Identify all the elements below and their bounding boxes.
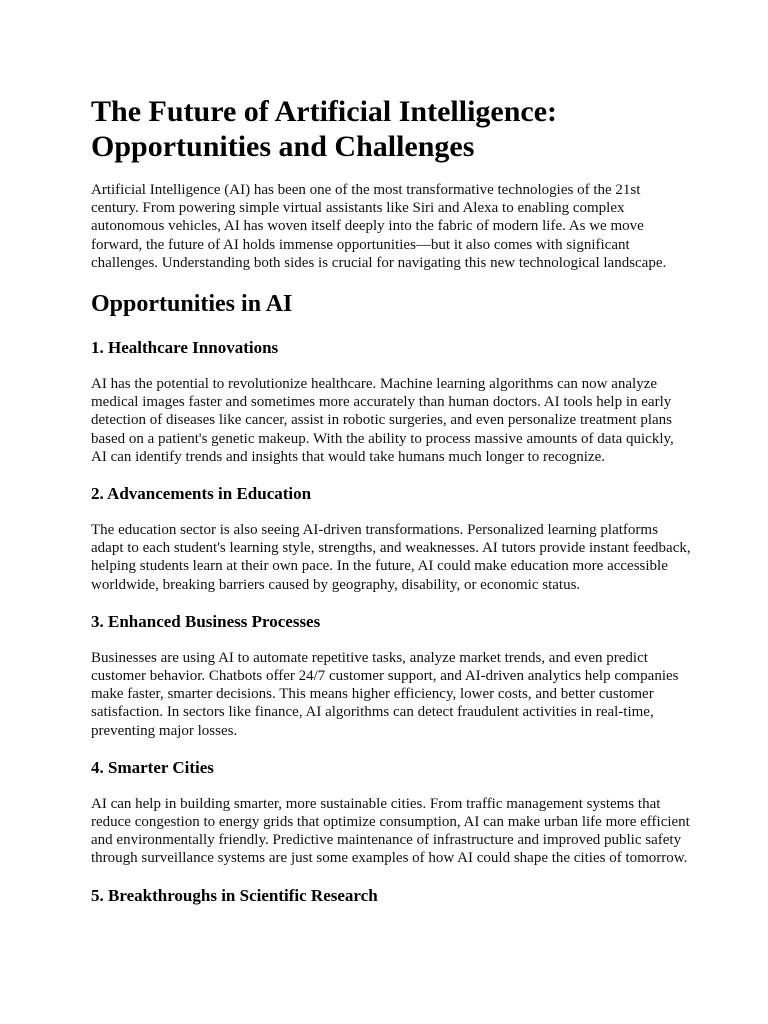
subsection-heading-cities: 4. Smarter Cities xyxy=(91,757,214,777)
subsection-body-education: The education sector is also seeing AI-driven transformations. Personalized learning platforms adapt to each student's learning style, strengths, and weaknesses. AI tutors provide instant feedback, helping students learn at their own pace. In the future, AI could make education more accessible worldwide, breaking barriers caused by geography, disability, or economic status. xyxy=(91,522,691,593)
subsection-heading-education: 2. Advancements in Education xyxy=(91,484,312,504)
subsection-body-cities: AI can help in building smarter, more sustainable cities. From traffic management systems that reduce congestion to energy grids that optimize consumption, AI can make urban life more efficient and environmentally friendly. Predictive maintenance of infrastructure and improved public safety through surveillance systems are just some examples of how AI could shape the cities of tomorrow. xyxy=(91,795,690,867)
subsection-body-healthcare: AI has the potential to revolutionize healthcare. Machine learning algorithms can now analyze medical images faster and sometimes more accurately than human doctors. AI tools help in early detection of diseases like cancer, assist in robotic surgeries, and even personalize treatment plans based on a patient's genetic makeup. With the ability to process massive amounts of data quickly, AI can identify trends and insights that would take humans much longer to recognize. xyxy=(91,376,674,465)
subsection-heading-research: 5. Breakthroughs in Scientific Research xyxy=(91,885,378,905)
document-title: The Future of Artificial Intelligence: Opportunities and Challenges xyxy=(91,95,558,163)
subsection-heading-healthcare: 1. Healthcare Innovations xyxy=(91,338,279,358)
subsection-body-business: Businesses are using AI to automate repetitive tasks, analyze market trends, and even predict customer behavior. Chatbots offer 24/7 customer support, and AI-driven analytics help companies make faster, smarter decisions. This means higher efficiency, lower costs, and better customer satisfaction. In sectors like finance, AI algorithms can detect fraudulent activities in real-time, preventing major losses. xyxy=(91,649,679,739)
document-page xyxy=(91,94,691,906)
section-title-opportunities: Opportunities in AI xyxy=(91,291,293,318)
subsection-heading-business: 3. Enhanced Business Processes xyxy=(91,611,321,631)
intro-paragraph: Artificial Intelligence (AI) has been one of the most transformative technologies of the 21st century. From powering simple virtual assistants like Siri and Alexa to enabling complex autonomous vehicles, AI has woven itself deeply into the fabric of modern life. As we move forward, the future of AI holds immense opportunities—but it also comes with significant challenges. Understanding both sides is crucial for navigating this new technological landscape. xyxy=(91,182,667,271)
